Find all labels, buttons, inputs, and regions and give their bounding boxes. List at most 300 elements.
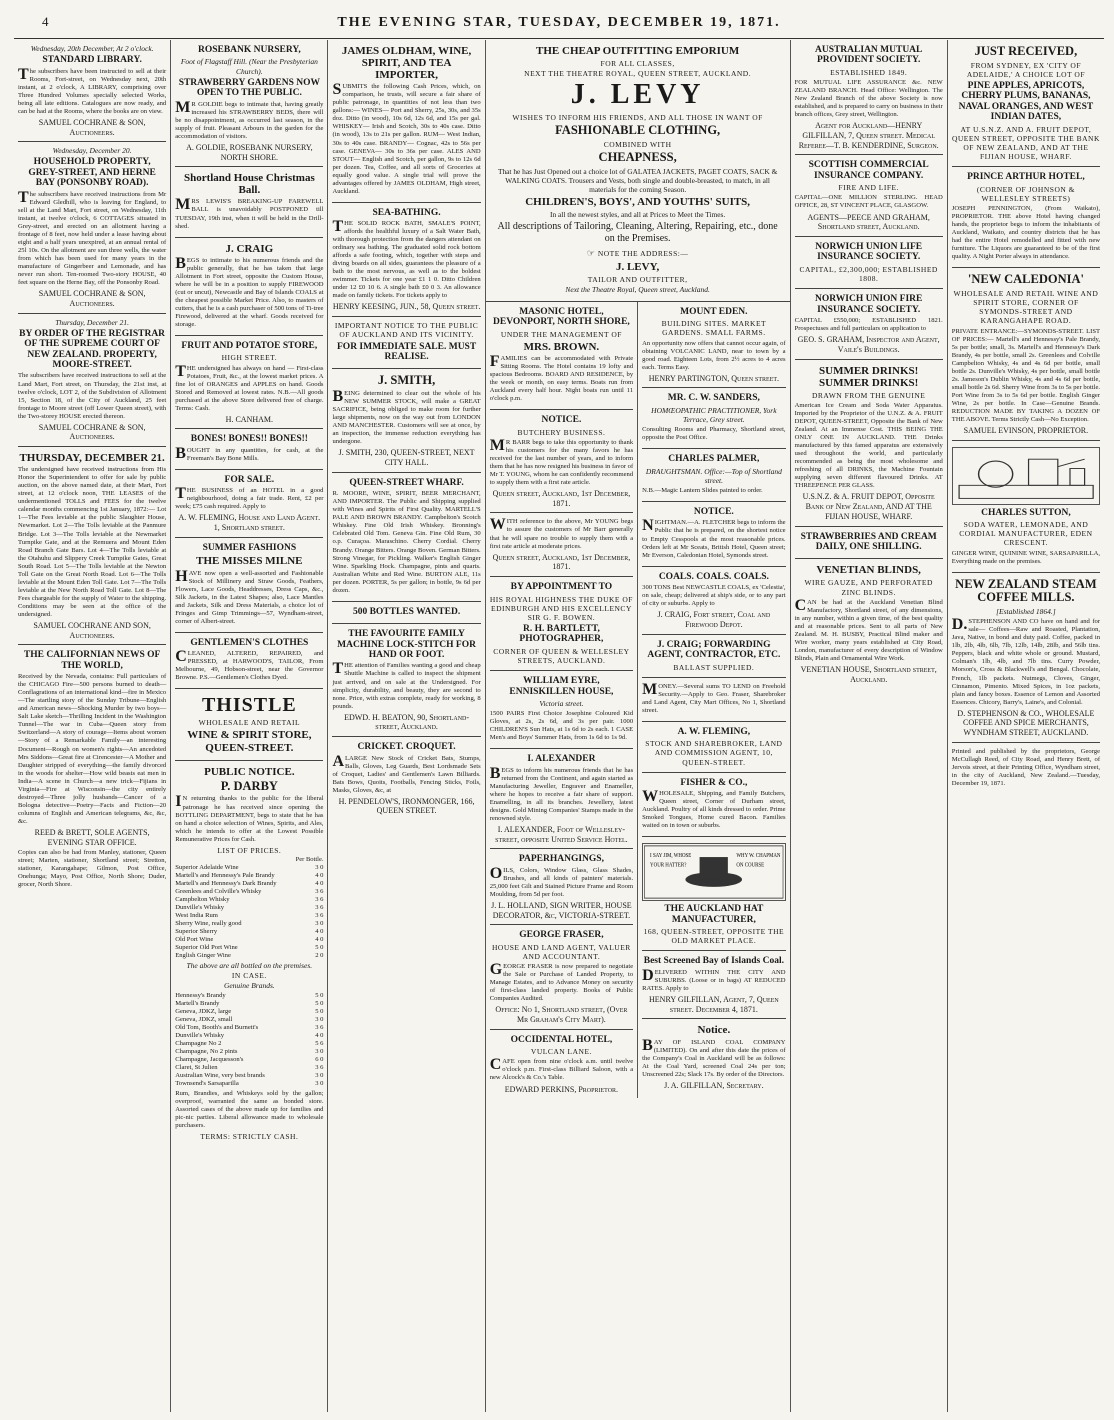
column-7 [948, 40, 1104, 1412]
ad-heading: THE AUCKLAND HAT MANUFACTURER, [664, 904, 764, 925]
ad-signature: SAMUEL COCHRANE & SON, Auctioneers. [38, 117, 146, 137]
price-item: Martell's and Hennessy's Dark Brandy [175, 879, 277, 887]
ad-heading: THE CHEAP OUTFITTING EMPORIUM [536, 45, 740, 57]
ad-body: SUBMITS the following Cash Prices, which, on comparison, he trusts, will secure a fair share of public patronage, in quantities of not less than two gallons:— WINES— Port and Sherry, 25s, 30s, and 35s doz. Ditto (in wood), 10s 6d, 12s 6d, and 15s per gal. WHISKEY— Irish and Scotch, 30s to 40s case. Ditto (in wood), 13s to 21s per gallon. RUM— West Indian, 30s to 40s case. BRANDY— Cognac, 42s to 56s per case. GENEVA— 30s to 36s per case. ALES AND STOUT— English and Scotch, per gallon, 9s to 12s 6d per dozen. Tea, Coffee, and all sorts of Groceries at equally good value. A single trial will prove the advantages offered by JAMES OLDHAM, High street, Auckland. [332, 81, 481, 195]
ad-heading: VENETIAN BLINDS, [816, 564, 921, 577]
ad-mount-eden [642, 302, 785, 389]
ad-subheading: HOUSE AND LAND AGENT, VALUER AND ACCOUNTANT. [492, 942, 631, 962]
hat-sign-svg [643, 844, 784, 900]
ad-body: JOSEPH PENNINGTON, (From Waikato), PROPRIETOR. THE above Hotel having changed hands, the proprietor begs to inform the inhabitants of Auckland, Waikato, and country districts that he has had the entire Hotel remodelled and fitted with new furniture. The Liquors are guaranteed to be of the first quality. A Night Porter always in attendance. [951, 205, 1101, 261]
column-5 [638, 302, 789, 1098]
ad-heading: MASONIC HOTEL, DEVONPORT, NORTH SHORE, [493, 306, 630, 328]
ad-signature: A. GOLDIE, ROSEBANK NURSERY, NORTH SHORE. [186, 142, 313, 162]
ad-signature: H. PENDELOW'S, IRONMONGER, 166, QUEEN STREET. [338, 796, 475, 816]
page-number: 4 [42, 14, 49, 29]
ad-j-smith [332, 369, 480, 472]
ad-signature: GEO. S. GRAHAM, Inspector and Agent, Vaile's Buildings. [797, 335, 940, 354]
ad-signature: D. STEPHENSON & CO., WHOLESALE COFFEE AND SPICE MERCHANTS, WYNDHAM STREET, AUCKLAND. [957, 708, 1095, 738]
sign-text-1: I SAY JIM, WHOSE [650, 852, 692, 860]
masthead-title: THE EVENING STAR, TUESDAY, DECEMBER 19, 1871. [337, 15, 781, 30]
ad-signature: A. W. FLEMING, House and Land Agent. 1, Shortland street. [178, 513, 321, 533]
ad-body: BOUGHT in any quantities, for cash, at the Freeman's Bay Bone Mills. [175, 444, 324, 462]
ad-money-to-lend [642, 678, 785, 722]
note-label: NOTE THE ADDRESS:— [597, 248, 689, 258]
ad-heading: STRAWBERRIES AND CREAM DAILY, ONE SHILLING. [800, 531, 937, 552]
ad-subheading: DRAWN FROM THE GENUINE [811, 390, 926, 400]
ad-location: NEXT THE THEATRE ROYAL, QUEEN STREET, AUCKLAND. [524, 69, 752, 79]
price-note: The above are all bottled on the premises. [186, 961, 313, 971]
ad-craig-forwarding [642, 635, 785, 678]
ad-heading: PRINCE ARTHUR HOTEL, [967, 172, 1085, 183]
price-value: 3 0 [315, 1071, 324, 1079]
ad-heading-secondary: WINE & SPIRIT STORE, QUEEN-STREET. [187, 729, 312, 754]
ad-subheading: DRAUGHTSMAN. Office:—Top of Shortland street. [645, 466, 782, 485]
ad-subheading: WHOLESALE AND RETAIL WINE AND SPIRIT STORE, CORNER OF SYMONDS-STREET AND KARANGAHAPE ROAD. [953, 289, 1099, 326]
ad-tailoring: All descriptions of Tailoring, Cleaning, Altering, Repairing, etc., done on the Premises. [497, 221, 778, 245]
ad-subheading: WIRE GAUZE, AND PERFORATED ZINC BLINDS. [804, 578, 933, 597]
ad-norwich-fire [795, 289, 943, 359]
ad-subheading: [Established 1864.] [996, 607, 1056, 617]
machine-arm [1058, 459, 1085, 466]
ad-fisher-co [642, 773, 785, 838]
price-value: 3 0 [315, 1079, 324, 1087]
price-item: Geneva, JDKZ, large [175, 1007, 232, 1015]
price-value: 3 0 [315, 1047, 324, 1055]
ad-subheading: BUTCHERY BUSINESS. [517, 427, 606, 437]
price-value: 3 0 [315, 863, 324, 871]
ad-body: WHOLESALE, Shipping, and Family Butchers, Queen street, Corner of Durham street, Auckland. Poultry of all kinds dressed to order. Prime Smoked Tongues, Home cured Bacon. Families waited on in town or suburbs. [642, 788, 786, 830]
column-4 [486, 302, 638, 1098]
ad-body: ALARGE New Stock of Cricket Bats, Stumps, Balls, Gloves, Leg Guards, Best Lordsmade Sets of Croquet, Ladies' and Gentlemen's Lawn Billiards. Bats Bows, Quoits, Footballs, Fencing Sticks, Foils, Masks, Gloves, &c, at [332, 752, 481, 794]
ad-body-2: In all the newest styles, and all at Prices to Meet the Times. [549, 210, 726, 220]
ad-george-fraser [490, 925, 633, 1029]
ad-scottish-commercial [795, 155, 943, 237]
ad-body: CAPITAL, £2,300,000; ESTABLISHED 1808. [799, 264, 938, 284]
ad-heading: STANDARD LIBRARY. [42, 55, 142, 66]
ad-heading: THISTLE [201, 694, 297, 717]
ad-charles-palmer [642, 449, 785, 502]
ad-body: WITH reference to the above, Mr YOUNG begs to assure the customers of Mr Barr generally that he will spare no trouble to supply them with a first rate article at moderate prices. [489, 516, 634, 550]
ad-body: HAVE now open a well-assorted and Fashionable Stock of Millinery and Straw Goods, Feathers, Flowers, Lace Goods, Headdresses, Dress Caps, &c., Silk Jackets, in the Latest Shapes; also, Lace Mantles and Jackets, Silk and Dress Materials, a choice lot of Fringes and Gimp Trimmings—57, Wyndham-street, corner of Albert-street. [175, 567, 324, 625]
ad-heading: NOTICE. [693, 507, 734, 518]
ad-body: PRIVATE ENTRANCE:—SYMONDS-STREET. LIST OF PRICES:— Martell's and Hennessy's Pale Brandy, 5s per bottle; small, 3s. Martell's and Hennessy's Dark Brandy, 4s per bottle, small 2s. Greenlees and Colville Campbelton Whisky, 4s and 4s 6d per bottle, small bottle 2s. Dunville's Whisky, 4s per bottle, small bottle 2s. Jameson's Dublin Whisky, 4s and 4s 6d per bottle, small bottle 2s 6d. Sherry Wine from 3s to 5s per bottle. Port Wine from 3s to 5s 6d per bottle. English Ginger Wine, 2s per bottle. In Case—Genuine Brands. REDUCTION MADE BY TAKING A DOZEN OF THE ABOVE. Terms Strictly Cash—No Exception. [951, 327, 1101, 423]
ad-body: THE SOLID ROCK BATH, SMALE'S POINT, affords the healthful luxury of a Salt Water Bath, with thorough protection from the dangers attendant on ordinary sea bathing. The graduated solid rock bottom affords a safe footing, which, together with steps and diving boards on all sides, guarantees the pleasure of a bath to the most nervous, as well as to the boldest swimmer. Tickets for one year £1 1 0. Ditto Children under 12 £0 10 6. A single bath £0 0 3. An allowance made on family tickets. For tickets apply to [332, 218, 481, 300]
price-value: 3 0 [315, 919, 324, 927]
ad-heading: MOUNT EDEN. [680, 306, 748, 317]
lower-column-4-5 [486, 302, 790, 1098]
price-item: Superior Adelaide Wine [175, 863, 239, 871]
ad-heading: COALS. COALS. COALS. [658, 571, 769, 582]
ad-heading: WILLIAM EYRE, ENNISKILLEN HOUSE, [509, 676, 614, 697]
price-value: 3 6 [315, 1023, 324, 1031]
ad-subheading: SODA WATER, LEMONADE, AND CORDIAL MANUFACTURER, EDEN CRESCENT. [959, 520, 1093, 548]
ad-signature: J. LEVY, [615, 260, 660, 273]
ad-body: BEING determined to clear out the whole of his NEW SUMMER STOCK, will make a GREAT SACRIFICE, being obliged to make room for further large shipments, now on the way out from LONDON AND MANCHESTER. Customers will see at once, by an inspection, the immense reduction everything has undergone. [332, 388, 481, 446]
ad-body: 1500 PAIRS First Choice Josephine Coloured Kid Gloves, at 2s, 2s 6d, and 3s per pair. 1000 CHILDREN'S Sun Hats, at 1s 6d to 2s each. 1 CASE Men's and Boys' Summer Hats, from 1s 6d to 1s 9d. [489, 710, 634, 742]
ad-date: Wednesday, December 20. [52, 146, 132, 156]
ad-body: CAN be had at the Auckland Venetian Blind Manufactory, Shortland street, of any dimensions, in any number, within a given time, of the best quality and at reasonable prices. Sent to all parts of New Zealand. M. H. BUSBY, Practical Blind maker and Wire worker, many years established at City Road, London, manufacturer of every description of Window Blinds, Plain and Ornamental Wire Work. [794, 596, 943, 662]
price-row [175, 880, 323, 888]
ad-body: CAFE open from nine o'clock a.m. until twelve o'clock p.m. First-class Billiard Saloon, with a new Alcock's & Co.'s Table. [489, 1056, 634, 1082]
column-4-5 [486, 40, 791, 1412]
ad-date: Thursday, December 21. [55, 317, 129, 327]
ad-heading-secondary: R. H. BARTLETT, PHOTOGRAPHER, [519, 623, 604, 645]
price-value: 4 0 [315, 879, 324, 887]
price-value: 3 6 [315, 887, 324, 895]
price-item: Dunville's Whisky [175, 903, 225, 911]
ad-signature-3: Next the Theatre Royal, Queen street, Auckland. [565, 284, 710, 294]
ad-coals [642, 567, 785, 635]
ad-body: NIGHTMAN.—A. FLETCHER begs to inform the Public that he is prepared, on the shortest notice to Empty Cesspools at the most reasonable prices. Orders left at Mr Sceats, British Hotel, Queen street; Mr Everson, Caledonian Hotel, Symonds street. [642, 517, 786, 559]
ad-fruit-potatoe-store [175, 336, 323, 430]
ad-signature: J. SMITH, 230, QUEEN-STREET, NEXT CITY HALL. [338, 448, 475, 468]
ad-agents-list: Copies can also be had from Manley, stationer, Queen street; Marten, stationer, Shortland street; Stretton, stationer, Karangahape; Gilmon, Post Office, Onehunga; Mayo, Post Office, North Shore; Duder, grocer, North Shore. [18, 849, 167, 889]
ad-heading: A. W. FLEMING, [677, 726, 751, 737]
ad-cheapness: CHEAPNESS, [598, 150, 677, 165]
price-value: 4 0 [315, 1031, 324, 1039]
price-value: 4 0 [315, 927, 324, 935]
ad-venetian-blinds [795, 559, 943, 688]
column-2 [171, 40, 328, 1412]
ad-heading: J. SMITH, [377, 373, 436, 388]
ad-household-property [18, 142, 166, 313]
price-row [175, 992, 323, 1000]
price-value: 3 0 [315, 1015, 324, 1023]
price-row [175, 920, 323, 928]
price-row [175, 888, 323, 896]
price-value: 3 6 [315, 911, 324, 919]
ad-heading: 500 BOTTLES WANTED. [352, 606, 461, 617]
ad-heading: QUEEN-STREET WHARF. [349, 477, 464, 488]
ad-hotel-for-sale [175, 470, 323, 538]
ad-signature: J. CRAIG, Fort street, Coal and Firewood Depot. [657, 610, 771, 629]
ad-body: MRS LEWIS'S BREAKING-UP FAREWELL BALL is unavoidably POSTPONED till TUESDAY, 19th inst, when it will be held in the Drill-shed. [175, 196, 324, 230]
price-item: Dunville's Whisky [175, 1031, 225, 1039]
ad-c-w-sanders [642, 388, 785, 449]
ad-subheading: FOR ALL CLASSES, [600, 59, 675, 69]
ad-bartlett-photographer [490, 577, 633, 671]
price-row [175, 1024, 323, 1032]
price-row [175, 1056, 323, 1064]
price-footer: Rum, Brandies, and Whiskeys sold by the gallon; overproof, warranted the same as bonded store. Assorted cases of the above made up for families and pic-nic parties. Liberal allowance made to wholesale purchasers. [175, 1089, 324, 1130]
ad-subheading: WHOLESALE AND RETAIL [198, 718, 301, 728]
ad-heading-secondary: STRAWBERRY GARDENS NOW OPEN TO THE PUBLIC. [178, 77, 320, 99]
ad-r-moore [332, 473, 480, 602]
ad-heading-secondary: THE MISSES MILNE [196, 555, 303, 568]
ad-body: Received by the Nevada, contains: Full particulars of the CHICAGO Fire—500 persons burned to death—Conflagrations of an international kind—fire in Mexico—The startling story of the Sunday Tribune—English and American news—Shocking Murder by two boys—Salt Lake sketch—Thrilling Incident in the Washington Tunnel—The war in Cuba—Queen story from Switzerland—A story of courage—Items about women—Story of a Remarkable Family—an interesting Document—Rough on women's rights—An ancedoted Mrs Siddons—Great fire at Cirencester—A Mother and Daughter stripped of everything—the family divorced in the woods for shelter—How wild beasts eat men in India—A scene in Church—a new trick—Fijians in Virginia—Fire at Wisconsin—the city entirely destroyed—Three jolly husbands—Cancer of a Bologna detective—Poetry—Facts and Fiction—20 columns of English and American telegrams, &c, &c, &c. [18, 673, 167, 825]
price-item: Superior Old Port Wine [175, 944, 238, 952]
ad-signature: HENRY KEESING, JUN., 58, Queen street. [332, 302, 481, 312]
ad-heading: GENTLEMEN'S CLOTHES [190, 637, 309, 648]
ad-body: THE undersigned has always on hand — First-class Potatoes, Fruit, &c., at the lowest market prices. A fine lot of ORANGES and APPLES on hand. Goods Stored and Removed at lowest rates. N.B.—All goods purchased at the above Store delivered free of charge. Terms: Cash. [175, 362, 324, 412]
ad-nightman-notice [642, 502, 785, 567]
column-1 [14, 40, 171, 1412]
ad-heading: 'NEW CALEDONIA' [967, 272, 1084, 287]
ad-subheading: UNDER THE MANAGEMENT OF [500, 329, 622, 339]
column-6 [791, 40, 948, 1412]
price-value: 5 0 [315, 944, 324, 952]
price-list-heading: LIST OF PRICES. [217, 845, 282, 855]
ad-heading: HOUSEHOLD PROPERTY, GREY-STREET, AND HERNE BAY (PONSONBY ROAD). [28, 157, 156, 189]
price-item: Champagne, Jacquesson's [175, 1055, 244, 1063]
ad-family-machine [332, 624, 480, 737]
ad-signature: U.S.N.Z. & A. FRUIT DEPOT, Opposite Bank of New Zealand, AND AT THE FIJIAN HOUSE, WHARF. [802, 492, 935, 521]
ad-heading: FISHER & CO., [680, 777, 748, 788]
ad-signature: J. A. GILFILLAN, Secretary. [664, 1080, 764, 1090]
ad-body: An opportunity now offers that cannot occur again, of obtaining VOLCANIC LAND, near to town by a good road. Eighteen Lots, from 2½ acres to 4 acres each. Terms Easy. [642, 339, 786, 371]
ad-heading: ROSEBANK NURSERY, [197, 45, 301, 55]
price-row [175, 952, 323, 960]
price-row [175, 944, 323, 952]
imprint-text: Printed and published by the proprietors, George McCullagh Reed, of City Road, and Henry Brett, of Jervois street, at their Printing Office, Wyndham street, in the city of Auckland, New Zealand.—Tuesday, December 19, 1871. [951, 747, 1101, 787]
machine-base [959, 485, 1093, 498]
price-item: Old Port Wine [175, 936, 214, 943]
ad-heading: SCOTTISH COMMERCIAL INSURANCE COMPANY. [808, 160, 929, 181]
ad-subheading: FIRE AND LIFE. [838, 183, 899, 193]
ad-body: D.STEPHENSON AND CO have on hand and for sale— Coffees—Raw and Roasted, Plantation, Java, Native, in bond and duty paid. Coffee, packed in 1lb, 2lb, 4lb, 6lb, 7lb, 12lb, 14lb, 28lb, and 56lb tins. Peppers, black and white whole or ground. Mustard, Colman's 1lb, 4lb, and 7lb tins. Curry Powder, Morson's, Cross & Blackwell's and Bengal. Chocolate, French, 1lb packets. Nutmegs, Cloves, Ginger, Cinnamon, Pimento. Mixed Spices, in 1oz packets, plain and fancy boxes. Essence of Lemon and Assorted Essences. Chicory, Barry's, Laine's, and Colonial. [951, 616, 1101, 706]
price-row [175, 1064, 323, 1072]
price-row [175, 1032, 323, 1040]
ad-heading: NOTICE. [541, 415, 582, 426]
case-subheading: Genuine Brands. [223, 981, 275, 991]
ad-date: THURSDAY, DECEMBER 21. [19, 452, 165, 465]
ad-registrar-supreme-court [18, 314, 166, 448]
price-row [175, 1048, 323, 1056]
ad-body: The undersigned have received instructions from His Honor the Superintendent to offer for sale by public auction, on the above named date, at their Mart, Fort street, at 12 o'clock noon, THE LEASES of the undermentioned TOLLS and FEES for the twelve calendar months commencing 1st January, 1872:— Lot 1—The Fees leviable at the public Slaughter House, Newmarket. Lot 2—The Tolls leviable at the Panmure Bridge. Lot 3—The Tolls leviable at the Newmarket Turnpike Gate, and at the Remuera and Mount Eden Road Branch Gate Bars. Lot 4—The Tolls leviable at the Otahuhu and Slippery Creek Turnpike Gates, Great South Road. Lot 5—The Tolls leviable at the Newton Toll Gate on the Great North Road. Lot 6—The Tolls leviable at the Mount Eden Toll Gate. Lot 7—The Tolls leviable at the New North Road Toll Gate. Lot 8—The Fees chargeable for the supply of Water to the shipping. Conditions may be seen at the office of the undersigned. [18, 466, 167, 618]
ad-gentlemens-clothes [175, 633, 323, 690]
price-item: Greenlees and Colville's Whisky [175, 887, 262, 895]
price-row [175, 936, 323, 944]
ad-heading: AUSTRALIAN MUTUAL PROVIDENT SOCIETY. [814, 45, 923, 66]
price-item: Martell's and Hennessy's Pale Brandy [175, 871, 275, 879]
ad-body: 300 TONS Best NEWCASTLE COALS, ex 'Celestia', on sale, cheap; delivered at ship's side, or to any part of city or suburbs. Apply to [642, 584, 786, 608]
ad-j-craig-firewood [175, 238, 323, 336]
ad-masonic-hotel [490, 302, 633, 410]
ad-body: BEGS to inform his numerous friends that he has returned from the Continent, and again started as Manufacturing Jeweller, Engraver and Enameller, where he hopes to receive a fair share of support. Enamelling, in all its branches. Jewellery, latest designs. Gold Mining Companies' Stamps made in the renowned style. [489, 764, 634, 822]
ad-body: R. MOORE, WINE, SPIRIT, BEER MERCHANT, AND IMPORTER. The Public and Shipping supplied with Wines and Spirits of First Quality. MARTELL'S PALE AND BROWN BRANDY. Campbelton's Scotch Whiskey. Fine Old Irish Whiskey. Bronning's Celebrated Old Tom. Geneva Gin. Fine Old Rum, 30 o.p. Curaçoa. Maraschino. Cherry Cordial. Cherry Brandy. Orange Bitters. Orange Boven. German Bitters. Strong Vinegar, for Pickling. Walker's English Ginger Wine. Sparkling Hock. Champagne, pints and quarts. Australian White and Red Wine. BURTON ALE, 11s per dozen. PORTER, 5s per gallon; in bottle, 9s 6d per dozen. [332, 490, 481, 594]
ad-subheading: HOMŒOPATHIC PRACTITIONER, York Terrace, Grey street. [651, 405, 777, 425]
ad-paperhangings [490, 849, 633, 925]
ad-j-levy [486, 40, 790, 302]
price-value: 5 0 [315, 1007, 324, 1015]
price-row [175, 904, 323, 912]
sign-text-4: ON COURSE [736, 862, 765, 869]
ad-body: CORNER OF QUEEN & WELLESLEY STREETS, AUCKLAND. [493, 646, 630, 665]
ad-heading: FOR SALE. [224, 474, 275, 485]
ad-heading: CHARLES SUTTON, [981, 507, 1071, 518]
ad-bay-of-islands-coal [642, 951, 785, 1019]
ad-signature: AGENTS—PEECE AND GRAHAM, Shortland street, Auckland. [807, 212, 930, 232]
ad-subheading: STOCK AND SHAREBROKER, LAND AND COMMISSION AGENT, 10, QUEEN-STREET. [645, 739, 783, 767]
ad-signature: SAMUEL COCHRANE AND SON, Auctioneers. [33, 620, 151, 640]
ad-heading: BY APPOINTMENT TO [510, 582, 613, 593]
price-value: 3 6 [315, 903, 324, 911]
price-item: Geneva, JDKZ, small [175, 1015, 233, 1023]
ad-occidental-hotel [490, 1030, 633, 1098]
ad-signature: REED & BRETT, SOLE AGENTS, EVENING STAR OFFICE. [34, 827, 150, 847]
ad-heading: NORWICH UNION LIFE INSURANCE SOCIETY. [815, 242, 923, 263]
price-row [175, 1040, 323, 1048]
ad-subheading: BALLAST SUPPLIED. [673, 662, 755, 672]
price-row [175, 1072, 323, 1080]
ad-heading: Notice. [697, 1024, 731, 1037]
ad-heading-secondary: P. DARBY [220, 778, 278, 793]
ad-standard-library [18, 40, 166, 142]
price-row [175, 1080, 323, 1088]
ad-body: CAPITAL £550,000; ESTABLISHED 1821. Prospectuses and full particulars on application to [794, 317, 943, 333]
price-item: Claret, St Julien [175, 1063, 218, 1071]
ad-strawberries-cream [795, 527, 943, 560]
price-item: Australian Wine, very best brands [175, 1071, 265, 1079]
price-value: 4 0 [315, 936, 324, 943]
price-item: Townsend's Sarsaparilla [175, 1079, 239, 1087]
ad-signature: VENETIAN HOUSE, Shortland street, Auckland. [800, 665, 937, 684]
ad-subheading: (CORNER OF JOHNSON & WELLESLEY STREETS) [976, 184, 1075, 203]
price-item: Superior Sherry [175, 927, 218, 935]
ad-name: J. LEVY [570, 79, 705, 111]
price-row [175, 928, 323, 936]
ad-signature: I. ALEXANDER, Foot of Wellesley-street, opposite United Service Hotel. [495, 824, 628, 844]
ad-body: FAMILIES can be accommodated with Private Sitting Rooms. The Hotel contains 19 lofty and spacious Bedrooms. BOARD AND RESIDENCE, by the week or month, on easy terms. Boats run from Auckland every half hour. Night boats run until 11 o'clock p.m. [489, 353, 634, 403]
ad-signature: Agent for Auckland—HENRY GILFILLAN, 7, Queen street. Medical Referee—T. B. KENDERDINE, Surgeon. [798, 121, 939, 150]
price-list-table [175, 864, 323, 960]
ad-heading: THE CALIFORNIAN NEWS OF THE WORLD, [23, 650, 161, 671]
ad-body: GINGER WINE, QUININE WINE, SARSAPARILLA, Everything made on the premises. [951, 549, 1101, 565]
ad-fashion: FASHIONABLE CLOTHING, [555, 123, 721, 138]
ad-shortland-house-ball [175, 167, 323, 237]
ad-heading: J. CRAIG [225, 242, 274, 255]
ad-coffee-mills [952, 573, 1100, 743]
soda-machine-illustration [952, 447, 1100, 505]
ad-subheading: 168, QUEEN-STREET, OPPOSITE THE OLD MARKET PLACE. [643, 927, 785, 946]
ad-heading: NORWICH UNION FIRE INSURANCE SOCIETY. [815, 294, 923, 315]
price-item: West India Rum [175, 911, 218, 919]
sign-text-2: YOUR HATTER? [650, 862, 687, 869]
ad-body: The subscribers have received instructions to sell at the Land Mart, Fort street, on Thursday, the 21st inst, at twelve o'clock, LOT 2, of the Subdivision of Allotment 15, Section 18, of the City of Auckland, 25 feet frontage to Moore street (off Lower Queen street), with the Two-storey HOUSE erected thereon. [18, 372, 167, 420]
price-value: 6 0 [315, 1055, 324, 1063]
ad-body: BEGS to intimate to his numerous friends and the public generally, that he has taken that large Allotment in Fort street, opposite the Custom House, where he will be in a position to supply FIREWOOD (cut or uncut), Newcastle and Bay of Islands COALS at the cheapest possible Market Price. Also, to masters of cutters, that he is a cash purchaser of 500 tons of Ti-tree Firewood, delivered at the wharf. Goods received for storage. [175, 254, 324, 328]
sign-text-3: WHY W. CHAPMAN [736, 852, 781, 860]
ad-heading-secondary: MRS. BROWN. [523, 340, 600, 353]
ad-body: MR GOLDIE begs to intimate that, having greatly increased his STRAWBERRY BEDS, there will be no disappointment, as occurred last season, in the supply of fruit. Pleasant Arbours in the garden for the accommodation of visitors. [175, 98, 324, 140]
ad-body: The subscribers have been instructed to sell at their Rooms, Fort-street, on Wednesday next, 20th instant, at 2 o'clock, A LIBRARY, comprising over Three Hundred Volumes specially selected Works, being all late editions. Catalogues are now ready, and can be had at the Rooms, where the books are on view. [18, 65, 167, 115]
ad-combined: COMBINED WITH [603, 140, 672, 150]
column-3 [328, 40, 485, 1412]
columns [14, 40, 1104, 1412]
ad-rosebank-nursery [175, 40, 323, 167]
hat-crown [700, 857, 728, 879]
ad-body: DELIVERED WITHIN THE CITY AND SUBURBS. (Loose or in bags) AT REDUCED RATES. Apply to [642, 966, 786, 992]
ad-signature: Office: No 1, Shortland street, (Over Mr Graham's City Mart). [495, 1005, 628, 1025]
ad-body: MR BARR begs to take this opportunity to thank his customers for the many favors he has received for the last number of years, and to inform them that he has now resigned his business in favor of Mr T. YOUNG, whom he can confidently recommend to supply them with a first rate article. [489, 436, 634, 486]
ad-heading: FRUIT AND POTATOE STORE, [181, 340, 318, 351]
ad-bones [175, 429, 323, 470]
ad-cricket-croquet [332, 737, 480, 820]
ad-note [492, 248, 784, 259]
price-value: 5 0 [315, 991, 324, 999]
ad-p-darby [175, 761, 323, 1147]
ad-heading: MR. C. W. SANDERS, [667, 393, 760, 404]
ad-signature: EDWARD PERKINS, Proprietor. [504, 1084, 619, 1094]
soda-machine-svg [953, 448, 1099, 504]
ad-thistle-store [175, 689, 323, 760]
ad-a-w-fleming [642, 722, 785, 773]
ad-signature: EDWD. H. BEATON, 90, Shortland-street, Auckland. [344, 712, 470, 732]
ad-heading: SEA-BATHING. [372, 207, 441, 218]
price-item: Martell's Brandy [175, 999, 220, 1007]
ad-heading: J. CRAIG; FORWARDING AGENT, CONTRACTOR, ETC. [647, 639, 781, 661]
ad-subheading: ESTABLISHED 1849. [830, 67, 908, 77]
ad-body: THE BUSINESS of an HOTEL in a good neighbourhood, doing a fair trade. Rent, £2 per week; £75 cash required. Apply to [175, 485, 324, 511]
ad-body: MONEY.—Several sums TO LEND on Freehold Security.—Apply to Geo. Fraser, Sharebroker and Land Agent, City Mart Offices, No 1, Shortland street. [642, 680, 786, 714]
ad-heading: JUST RECEIVED, [974, 44, 1078, 58]
price-value: 3 6 [315, 1063, 324, 1071]
ad-sea-bathing [332, 203, 480, 318]
hat-sign-illustration [642, 843, 785, 901]
ad-signature: HENRY PARTINGTON, Queen street. [648, 373, 780, 383]
ad-james-oldham [332, 40, 480, 203]
price-item: Sherry Wine, really good [175, 919, 242, 927]
ad-important-notice [332, 317, 480, 369]
ad-body: Consulting Rooms and Pharmacy, Shortland street, opposite the Post Office. [642, 426, 786, 442]
ad-butchery-notice [490, 410, 633, 513]
ad-heading: BY ORDER OF THE REGISTRAR OF THE SUPREME COURT OF NEW ZEALAND. PROPERTY, MOORE-STREET. [19, 328, 166, 371]
ad-body: IN returning thanks to the public for the liberal patronage he has received since opening the BOTTLING DEPARTMENT, begs to state that he has on hand a choice selection of Wines, Spirits, and Ales, which he intends to offer at the Lowest Possible Remunerative Prices for Cash. [175, 793, 324, 843]
ad-heading: CRICKET. CROQUET. [357, 742, 456, 753]
pointing-hand-icon: ☞ [586, 247, 596, 258]
ad-subheading: HIGH STREET. [221, 353, 278, 363]
ad-heading: THE FAVOURITE FAMILY MACHINE LOCK-STITCH FOR HAND OR FOOT. [337, 629, 476, 660]
price-item: Campbelton Whisky [175, 895, 230, 903]
masthead [14, 8, 1104, 39]
ad-signature: SAMUEL COCHRANE & SON, Auctioneers. [38, 289, 146, 308]
ad-hat-manufacturer [642, 837, 785, 951]
ad-prince-arthur-hotel [952, 167, 1100, 268]
ad-bottles-wanted [332, 602, 480, 624]
ad-subheading: FROM SYDNEY, EX 'CITY OF ADELAIDE,' A CHOICE LOT OF [966, 60, 1085, 79]
ad-heading: GEORGE FRASER, [519, 930, 604, 941]
machine-tank [1070, 468, 1085, 485]
ad-heading: Shortland House Christmas Ball. [183, 172, 315, 197]
price-item: English Ginger Wine [175, 952, 231, 960]
ad-body: American Ice Cream and Soda Water Apparatus. Imported by the Proprietor of the U.N.Z. & A. FRUIT DEPOT, QUEEN-STREET, Opposite the Bank of New Zealand. At an Immense Cost. THIS BEING THE ONLY ONE IN AUCKLAND. THE Drinks manufactured by this famed apparatus are extensively used throughout the world, and particularly recommended as being the most wholesome and refreshing of all DRINKS, the Machine Fountain supplying seven different flavoured Drinks. AT THREEPENCE PER GLASS. [794, 401, 943, 490]
ad-heading: BONES! BONES!! BONES!! [190, 434, 308, 445]
ad-heading: IMPORTANT NOTICE TO THE PUBLIC OF AUCKLAND AND ITS VICINITY. [334, 321, 479, 340]
ad-signature: SAMUEL EVINSON, PROPRIETOR. [963, 425, 1089, 435]
ad-summer-drinks [795, 360, 943, 527]
price-row [175, 1000, 323, 1008]
machine-wheel [978, 461, 1012, 487]
ad-heading: OCCIDENTAL HOTEL, [510, 1034, 613, 1045]
ad-imprint [952, 743, 1100, 794]
ad-date: Wednesday, 20th December, At 2 o'clock. [30, 44, 154, 53]
ad-subheading: Foot of Flagstaff Hill. (Near the Presbyterian Church). [180, 57, 318, 76]
ad-heading: PAPERHANGINGS, [518, 854, 604, 865]
ad-body: BAY OF ISLAND COAL COMPANY (LIMITED). On and after this date the prices of the Company's Coal in Auckland will be as follows: At the Coal Yard, screened Coal 24s per ton; Unscreened 22s; Slack 17s. By order of the Directors. [642, 1036, 786, 1078]
ad-signature: HENRY GILFILLAN, Agent, 7, Queen street. December 4, 1871. [649, 994, 779, 1014]
case-price-table [175, 992, 323, 1088]
ad-body: FOR MUTUAL LIFE ASSURANCE &c. NEW ZEALAND BRANCH. Head Office: Wellington. The New Zealand Branch of the above Society is now established, and is prepared to carry on business in their branch offices, Grey street, Wellington. [794, 79, 943, 119]
price-row [175, 912, 323, 920]
ad-tolls-leases [18, 447, 166, 645]
ad-subheading: BUILDING SITES. MARKET GARDENS. SMALL FARMS. [661, 319, 767, 338]
machine-cylinder [1028, 459, 1057, 485]
price-value: 2 0 [315, 952, 324, 960]
ad-body: FOR IMMEDIATE SALE. MUST REALISE. [337, 341, 477, 362]
ad-wishes: WISHES TO INFORM HIS FRIENDS, AND ALL THOSE IN WANT OF [512, 113, 763, 123]
case-heading: IN CASE. [231, 971, 267, 981]
price-value: 5 6 [315, 1039, 324, 1047]
